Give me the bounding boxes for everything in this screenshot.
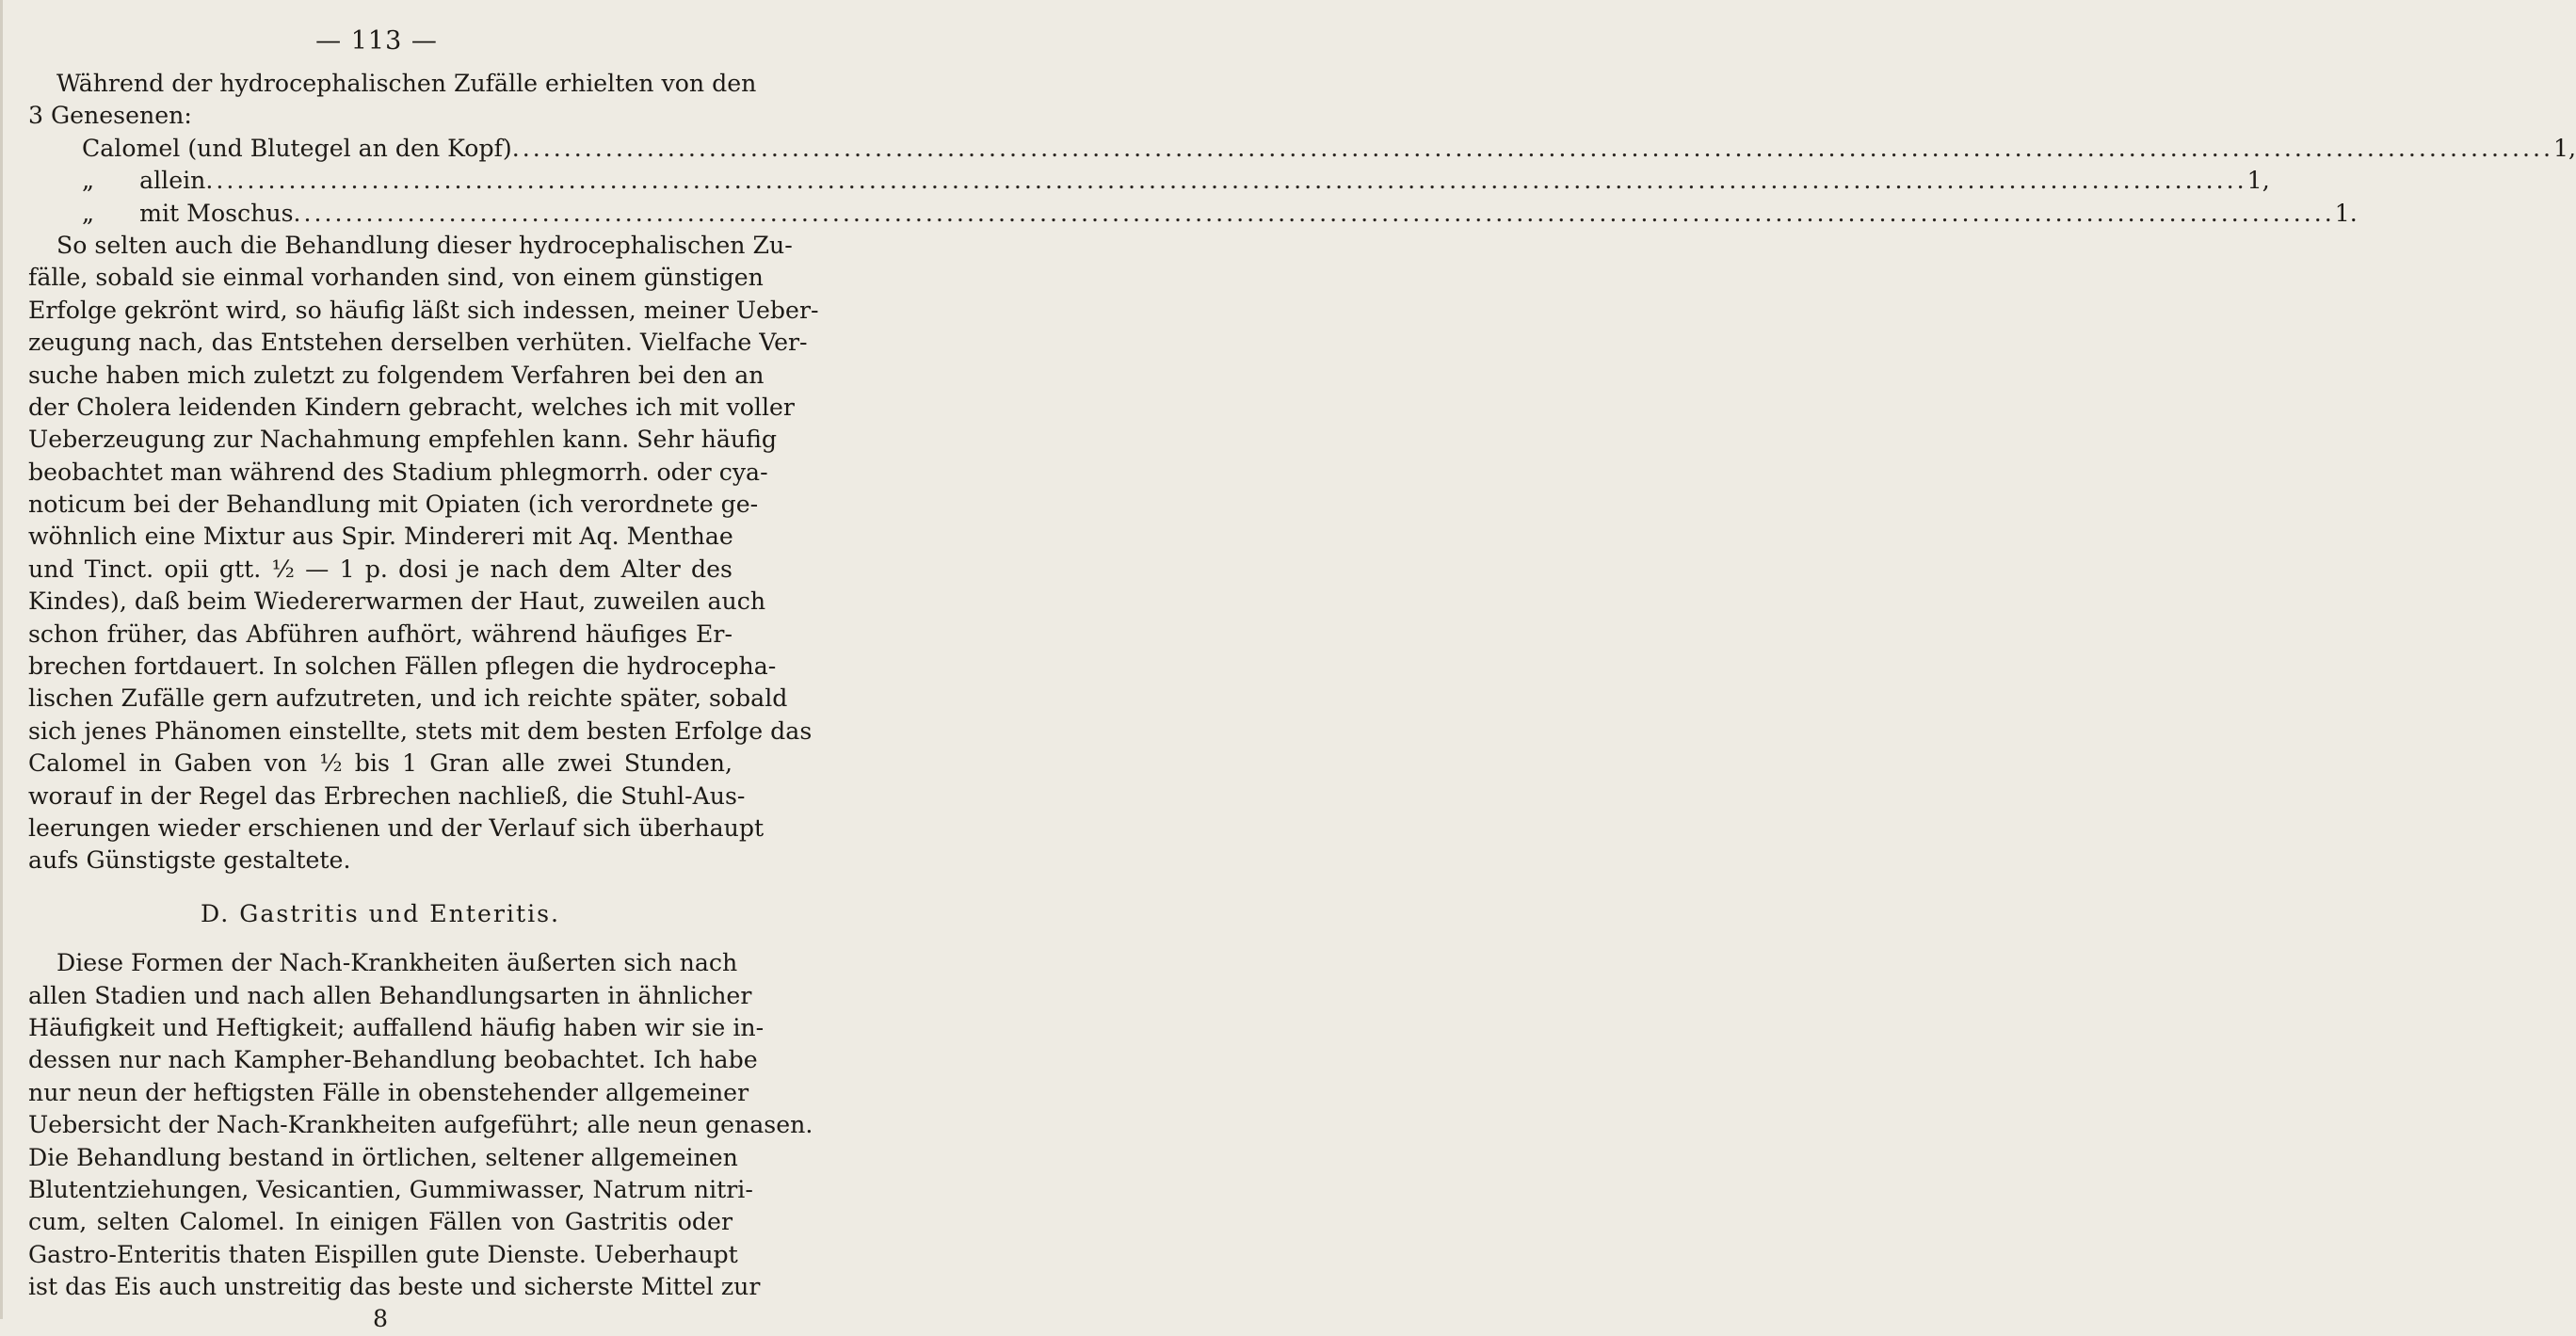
treatment-label: „ allein (82, 167, 206, 195)
text-line: lischen Zufälle gern aufzutreten, und ich reichte später, sobald (28, 684, 788, 713)
text-line: Ueberzeugung zur Nachahmung empfehlen kann. Sehr häufig (28, 426, 778, 454)
text-line: Häufigkeit und Heftigkeit; auffallend häufig haben wir sie in- (28, 1013, 765, 1041)
signature-mark: 8 (372, 1305, 389, 1333)
text-line: Blutentziehungen, Vesicantien, Gummiwasser, Natrum nitri- (28, 1175, 753, 1203)
text-line: ist das Eis auch unstreitig das beste und sicherste Mittel zur (28, 1273, 761, 1301)
text-line: Diese Formen der Nach-Krankheiten äußerten sich nach (56, 949, 738, 977)
leader-dots (294, 198, 2335, 230)
page-body (28, 68, 2576, 1336)
text-line: und Tinct. opii gtt. ½ — 1 p. dosi je nach dem Alter des (28, 555, 733, 583)
treatment-count: 1. (2334, 199, 2358, 227)
text-line: 3 Genesenen: (28, 102, 192, 130)
text-line: sich jenes Phänomen einstellte, stets mit dem besten Erfolge das (28, 716, 813, 745)
text-line: suche haben mich zuletzt zu folgendem Verfahren bei den an (28, 361, 765, 389)
text-line: nur neun der heftigsten Fälle in obenstehender allgemeiner (28, 1078, 749, 1106)
text-line: Uebersicht der Nach-Krankheiten aufgeführt; alle neun genasen. (28, 1111, 813, 1139)
page-number-header: — 113 — (315, 26, 438, 56)
text-line: Die Behandlung bestand in örtlichen, seltener allgemeinen (28, 1143, 738, 1171)
text-line: Kindes), daß beim Wiedererwarmen der Haut, zuweilen auch (28, 588, 766, 616)
text-line: allen Stadien und nach allen Behandlungsarten in ähnlicher (28, 981, 752, 1009)
treatment-count: 1, (2553, 134, 2576, 162)
text-line: Calomel in Gaben von ½ bis 1 Gran alle zwei Stunden, (28, 749, 733, 778)
text-line: worauf in der Regel das Erbrechen nachließ, die Stuhl-Aus- (28, 781, 746, 810)
text-line: wöhnlich eine Mixtur aus Spir. Mindereri mit Aq. Menthae (28, 523, 733, 551)
text-line: leerungen wieder erschienen und der Verlauf sich überhaupt (28, 813, 765, 842)
text-line: beobachtet man während des Stadium phlegmorrh. oder cya- (28, 458, 768, 486)
treatment-count: 1, (2246, 167, 2270, 195)
text-line: zeugung nach, das Entstehen derselben verhüten. Vielfache Ver- (28, 329, 808, 357)
text-line: aufs Günstigste gestaltete. (28, 846, 351, 875)
text-line: brechen fortdauert. In solchen Fällen pflegen die hydrocepha- (28, 652, 777, 681)
treatment-label: „ mit Moschus (82, 199, 294, 227)
leader-dots (205, 165, 2246, 197)
binding-edge (0, 0, 3, 1319)
text-line: schon früher, das Abführen aufhört, während häufiges Er- (28, 620, 733, 648)
text-line: noticum bei der Behandlung mit Opiaten (ich verordnete ge- (28, 491, 759, 519)
treatment-row (28, 133, 2576, 165)
text-line: dessen nur nach Kampher-Behandlung beobachtet. Ich habe (28, 1046, 758, 1074)
text-line: fälle, sobald sie einmal vorhanden sind, von einem günstigen (28, 264, 764, 292)
treatment-label: Calomel (und Blutegel an den Kopf) (82, 134, 512, 162)
section-heading: D. Gastritis und Enteritis. (200, 899, 561, 927)
text-line: Während der hydrocephalischen Zufälle erhielten von den (56, 70, 757, 97)
treatment-row (28, 165, 2270, 197)
text-line: Gastro-Enteritis thaten Eispillen gute Dienste. Ueberhaupt (28, 1240, 738, 1268)
text-line: So selten auch die Behandlung dieser hydrocephalischen Zu- (56, 231, 793, 259)
text-line: der Cholera leidenden Kindern gebracht, welches ich mit voller (28, 393, 795, 421)
text-line: Erfolge gekrönt wird, so häufig läßt sich indessen, meiner Ueber- (28, 296, 819, 324)
leader-dots (512, 133, 2553, 165)
treatment-row (28, 198, 2358, 230)
text-line: cum, selten Calomel. In einigen Fällen von Gastritis oder (28, 1208, 733, 1236)
